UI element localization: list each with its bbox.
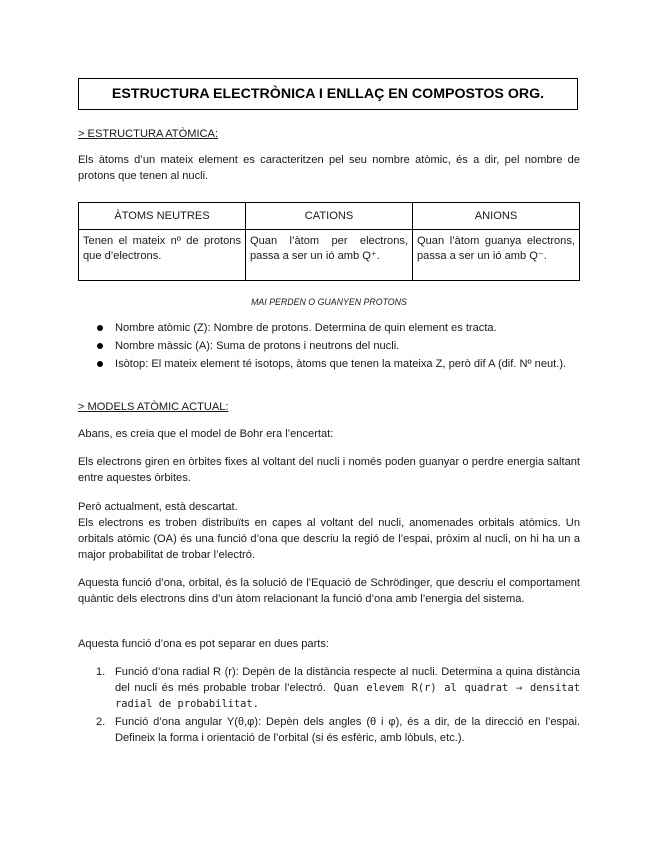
list-number: 2. [96, 716, 106, 728]
table-cell: Tenen el mateix nº de protons que d’electrons. [79, 230, 246, 281]
intro-paragraph: Els àtoms d’un mateix element es caracteritzen pel seu nombre atòmic, és a dir, pel nombre de protons que tenen al nucli. [78, 154, 580, 182]
bullet-icon [97, 361, 103, 367]
bullet-icon [97, 325, 103, 331]
paragraph-orbitals: Els electrons es troben distribuïts en capes al voltant del nucli, anomenades orbitals atòmics. Un orbitals atòmic (OA) és una funció d’ona que descriu la regió de l’espai, pròxim al nucli, on hi ha un a major probabilitat de trobar l’electró. [78, 517, 580, 561]
list-item [78, 356, 580, 372]
bullet-list [78, 320, 580, 374]
list-item-text: Nombre màssic (A): Suma de protons i neutrons del nucli. [115, 340, 400, 352]
section-heading-atomic-models: > MODELS ATÒMIC ACTUAL: [78, 401, 229, 413]
table-cell: Quan l’àtom per electrons, passa a ser un ió amb Q⁺. [246, 230, 413, 281]
paragraph-discarded: Però actualment, està descartat. [78, 501, 238, 513]
list-item-text: Nombre atòmic (Z): Nombre de protons. Determina de quin element es tracta. [115, 322, 497, 334]
table-cell: Quan l’àtom guanya electrons, passa a ser un ió amb Q⁻. [413, 230, 580, 281]
document-title: ESTRUCTURA ELECTRÒNICA I ENLLAÇ EN COMPOSTOS ORG. [78, 78, 578, 110]
list-item-text: Isòtop: El mateix element té isotops, àtoms que tenen la mateixa Z, però dif A (dif. Nº neut.). [115, 358, 567, 370]
table-caption: MAI PERDEN O GUANYEN PROTONS [251, 297, 407, 307]
paragraph-bohr: Abans, es creia que el model de Bohr era l’encertat: [78, 428, 334, 440]
numbered-list [78, 664, 580, 748]
table-header-cell: ANIONS [413, 203, 580, 230]
table-header-row [79, 203, 580, 230]
paragraph-schrodinger: Aquesta funció d’ona, orbital, és la solució de l’Equació de Schrödinger, que descriu el comportament quàntic dels electrons dins d’un àtom relacionant la funció d’ona amb l’energia del sistema. [78, 577, 580, 605]
list-item [78, 664, 580, 712]
list-item [78, 714, 580, 746]
table-row [79, 230, 580, 281]
list-number: 1. [96, 666, 106, 678]
bullet-icon [97, 343, 103, 349]
paragraph-electrons-orbits: Els electrons giren en òrbites fixes al voltant del nucli i només poden guanyar o perdre energia saltant entre aquestes òrbites. [78, 456, 580, 484]
list-item [78, 338, 580, 354]
list-item-text: Funció d’ona radial R (r): Depèn de la distància respecte al nucli. Determina a quina distància del nucli és més probable trobar l’electró. [115, 666, 580, 694]
table-header-cell: CATIONS [246, 203, 413, 230]
atom-types-table [78, 202, 580, 281]
list-item-text: Funció d’ona angular Y(θ,φ): Depèn dels angles (θ i φ), és a dir, de la direcció en l’espai. Defineix la forma i orientació de l’orbital (si és esfèric, amb lòbuls, etc.). [115, 716, 580, 744]
list-item-emphasis: Quan elevem R(r) al quadrat → densitat radial de probabilitat. [115, 682, 580, 710]
list-item [78, 320, 580, 336]
section-heading-atomic-structure: > ESTRUCTURA ATÒMICA: [78, 128, 219, 140]
paragraph-two-parts: Aquesta funció d’ona es pot separar en dues parts: [78, 638, 330, 650]
table-header-cell: ÀTOMS NEUTRES [79, 203, 246, 230]
